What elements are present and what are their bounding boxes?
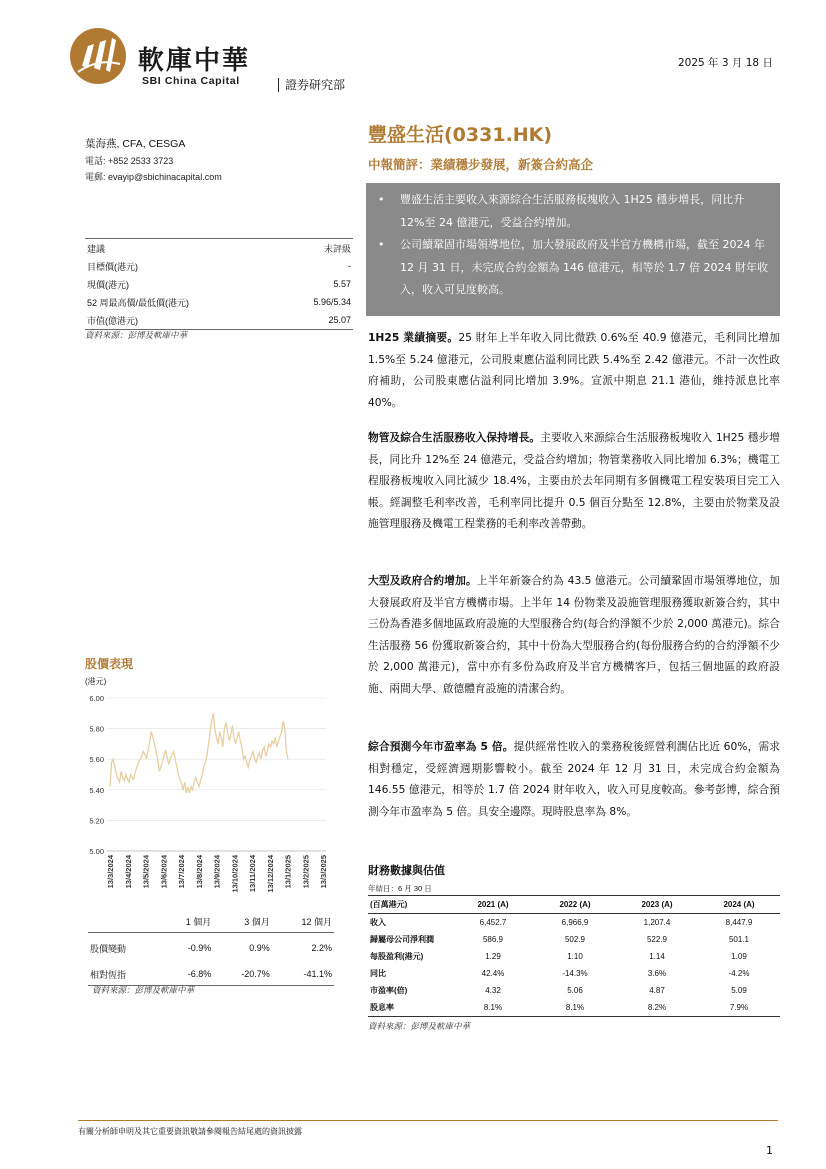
row-value: 8.1% bbox=[534, 999, 616, 1017]
row-label: 52 周最高價/最低價(港元) bbox=[87, 297, 190, 308]
summary-bullet: • 公司續鞏固市場領導地位，加大發展政府及半官方機構市場，截至 2024 年 12 月 31 日，未完成合約金額為 146 億港元，相等於 1.7 倍 2024 財年收入，收入可見度較高。 bbox=[400, 234, 768, 302]
table-row bbox=[85, 257, 353, 275]
row-value: 未評級 bbox=[278, 239, 353, 258]
row-label: 收入 bbox=[370, 918, 386, 927]
table-row bbox=[88, 959, 334, 986]
report-title: 豐盛生活(0331.HK) bbox=[368, 124, 553, 146]
column-header: (百萬港元) bbox=[368, 896, 452, 914]
table-row bbox=[85, 275, 353, 293]
row-value: 0.9% bbox=[249, 943, 270, 953]
y-tick-label: 5.20 bbox=[89, 816, 104, 826]
paragraph-valuation bbox=[368, 736, 780, 822]
y-tick-label: 6.00 bbox=[89, 694, 104, 703]
column-header: 2021 (A) bbox=[452, 896, 534, 914]
row-value: -14.3% bbox=[562, 969, 588, 978]
x-tick-label: 13/3/2025 bbox=[319, 855, 328, 889]
x-tick-label: 13/11/2024 bbox=[248, 855, 257, 893]
summary-bullet: • 豐盛生活主要收入來源綜合生活服務板塊收入 1H25 穩步增長，同比升 12%至 24 億港元，受益合約增加。 bbox=[400, 189, 768, 234]
column-header: 2023 (A) bbox=[616, 896, 698, 914]
analyst-name: 葉海燕, CFA, CESGA bbox=[85, 138, 186, 150]
row-value: 8.2% bbox=[616, 999, 698, 1017]
x-tick-label: 13/6/2024 bbox=[159, 855, 169, 889]
row-value: -0.9% bbox=[187, 943, 212, 953]
paragraph-text: 上半年新簽合約為 43.5 億港元。公司續鞏固市場領導地位，加大發展政府及半官方機構市場。上半年 14 份物業及設施管理服務獲取新簽合約，其中三份為香港多個地區政府設施的大型服務合約(每合約淨額不少於 2,000 萬港元)。綜合生活服務 56 份獲取新簽合約，其中十份為大型服務合約(每份服務合約的合約淨額不少於 2,000 萬港元)，當中亦有多份為政府及半官方機構客戶，包括三個地區的政府設施、兩間大學、啟德體育設施的清潔合約。 bbox=[368, 574, 780, 695]
row-value: 7.9% bbox=[698, 999, 780, 1017]
table-row bbox=[368, 931, 780, 948]
y-tick-label: 5.40 bbox=[89, 785, 104, 795]
row-value: 6,452.7 bbox=[479, 918, 507, 927]
row-value: 5.96/5.34 bbox=[313, 297, 351, 307]
x-tick-label: 13/4/2024 bbox=[123, 855, 133, 889]
row-value: -41.1% bbox=[272, 959, 334, 986]
financials-year-end: 年結日：6 月 30 日 bbox=[368, 884, 432, 893]
row-value: 1.14 bbox=[649, 952, 665, 961]
table-header-row bbox=[88, 910, 334, 933]
report-subtitle: 中報簡評：業績穩步發展，新簽合約高企 bbox=[368, 157, 594, 172]
y-tick-label: 5.60 bbox=[89, 755, 104, 765]
row-value: 4.87 bbox=[649, 986, 665, 995]
row-value: 4.32 bbox=[485, 986, 501, 995]
row-value: -20.7% bbox=[213, 959, 272, 986]
key-data-source: 資料來源：彭博及軟庫中華 bbox=[85, 331, 188, 341]
financials-title: 財務數據與估值 bbox=[368, 864, 445, 877]
row-label: 市值(億港元) bbox=[85, 311, 278, 330]
row-label: 股價變動 bbox=[90, 943, 127, 954]
row-value: -6.8% bbox=[160, 959, 213, 986]
price-series-line bbox=[110, 713, 288, 793]
sbi-logo-icon bbox=[70, 28, 126, 84]
paragraph-lead: 綜合預測今年市盈率為 5 倍。 bbox=[368, 740, 514, 753]
y-tick-label: 5.80 bbox=[89, 724, 104, 734]
stock-price-chart bbox=[80, 688, 335, 898]
row-value: 2.2% bbox=[311, 943, 332, 953]
paragraph-lead: 大型及政府合約增加。 bbox=[368, 574, 477, 587]
paragraph-contracts bbox=[368, 570, 780, 699]
row-value: 1.29 bbox=[485, 952, 501, 961]
row-label: 同比 bbox=[370, 969, 386, 978]
analyst-email: 電郵: evayip@sbichinacapital.com bbox=[85, 172, 222, 182]
row-label: 現價(港元) bbox=[87, 279, 129, 290]
chart-unit-label: (港元) bbox=[85, 677, 107, 686]
row-value: 5.57 bbox=[333, 279, 351, 289]
row-label: 歸屬母公司淨利潤 bbox=[370, 935, 434, 944]
column-header bbox=[88, 910, 160, 933]
performance-table bbox=[88, 910, 334, 986]
table-header-row bbox=[368, 896, 780, 914]
row-value: 42.4% bbox=[481, 969, 505, 978]
table-row bbox=[85, 239, 353, 258]
brand-name-cn: 軟庫中華 bbox=[138, 46, 251, 76]
row-value: 8.1% bbox=[452, 999, 534, 1017]
paragraph-text: 主要收入來源綜合生活服務板塊收入 1H25 穩步增長，同比升 12%至 24 億港元，受益合約增加；物管業務收入同比增加 6.3%；機電工程服務板塊收入同比減少 18.4%，主要由於去年同期有多個機電工程安裝項目完工入帳。經調整毛利率改善，毛利率同比提升 0.5 個百分點至 12.8%，主要由於物業及設施管理服務及機電工程業務的毛利率改善帶動。 bbox=[368, 431, 780, 530]
column-header: 1 個月 bbox=[160, 910, 213, 933]
table-row bbox=[85, 293, 353, 311]
row-value: 522.9 bbox=[646, 935, 668, 944]
row-value: - bbox=[348, 261, 351, 271]
key-data-table bbox=[85, 238, 353, 330]
column-header: 12 個月 bbox=[272, 910, 334, 933]
row-value: 1.10 bbox=[567, 952, 583, 961]
x-tick-label: 13/8/2024 bbox=[194, 855, 204, 889]
row-value: 1,207.4 bbox=[643, 918, 671, 927]
footer-disclaimer: 有關分析師申明及其它重要資訊敬請參閱報告結尾處的資訊披露 bbox=[78, 1127, 302, 1136]
paragraph-lead: 物管及綜合生活服務收入保持增長。 bbox=[368, 431, 541, 444]
row-label: 每股盈利(港元) bbox=[370, 952, 424, 961]
page-number: 1 bbox=[766, 1144, 773, 1157]
column-header: 2022 (A) bbox=[534, 896, 616, 914]
table-row bbox=[88, 933, 334, 960]
row-value: 3.6% bbox=[647, 969, 667, 978]
paragraph-text: 25 財年上半年收入同比微跌 0.6%至 40.9 億港元，毛利同比增加 1.5%至 5.24 億港元，公司股東應佔溢利同比跌 5.4%至 2.42 億港元。不計一次性政府補助，公司股東應佔溢利同比增加 3.9%。宣派中期息 21.1 港仙，維持派息比率 40%。 bbox=[368, 331, 781, 409]
perf-source: 資料來源：彭博及軟庫中華 bbox=[92, 986, 195, 996]
row-value: 501.1 bbox=[728, 935, 750, 944]
row-value: 6,966.9 bbox=[561, 918, 589, 927]
analyst-phone: 電話: +852 2533 3723 bbox=[85, 156, 174, 166]
department-label: 證券研究部 bbox=[278, 78, 345, 92]
x-tick-label: 13/3/2024 bbox=[106, 855, 115, 889]
x-tick-label: 13/9/2024 bbox=[212, 855, 222, 889]
row-label: 市盈率(倍) bbox=[370, 986, 408, 995]
column-header: 2024 (A) bbox=[698, 896, 780, 914]
row-value: 502.9 bbox=[564, 935, 586, 944]
row-label: 建議 bbox=[85, 239, 278, 258]
y-tick-label: 5.00 bbox=[89, 847, 104, 856]
brand-name-en: SBI China Capital bbox=[142, 75, 240, 87]
paragraph-text: 提供經常性收入的業務稅後經營利潤佔比近 60%，需求相對穩定，受經濟週期影響較小。截至 2024 年 12 月 31 日，未完成合約金額為 146.55 億港元，相等於 1.7 倍 2024 財年收入，收入可見度較高。參考彭博，綜合預測今年市盈率為 5 倍。具安全邊際。現時股息率為 8%。 bbox=[368, 740, 780, 818]
row-value: -4.2% bbox=[728, 969, 750, 978]
x-tick-label: 13/12/2024 bbox=[265, 855, 275, 893]
paragraph-services bbox=[368, 427, 780, 535]
row-value: 5.06 bbox=[567, 986, 583, 995]
row-label: 相對恆指 bbox=[88, 959, 160, 986]
footer-divider bbox=[78, 1120, 778, 1121]
paragraph-results bbox=[368, 327, 780, 413]
column-header: 3 個月 bbox=[213, 910, 272, 933]
row-value: 586.9 bbox=[482, 935, 504, 944]
table-row bbox=[368, 948, 780, 965]
x-tick-label: 13/1/2025 bbox=[283, 855, 293, 889]
row-value: 5.09 bbox=[731, 986, 747, 995]
summary-list bbox=[366, 183, 780, 302]
row-value: 1.09 bbox=[731, 952, 747, 961]
summary-box bbox=[366, 183, 780, 316]
x-tick-label: 13/10/2024 bbox=[230, 855, 240, 893]
x-tick-label: 13/5/2024 bbox=[141, 855, 151, 889]
financials-source: 資料來源：彭博及軟庫中華 bbox=[368, 1022, 471, 1032]
table-row bbox=[368, 982, 780, 999]
report-date: 2025 年 3 月 18 日 bbox=[678, 57, 773, 69]
x-tick-label: 13/7/2024 bbox=[177, 855, 186, 889]
row-label: 目標價(港元) bbox=[87, 261, 138, 272]
stock-performance-title: 股價表現 bbox=[85, 657, 134, 671]
paragraph-lead: 1H25 業績摘要。 bbox=[368, 331, 459, 344]
table-row bbox=[85, 311, 353, 330]
table-row bbox=[368, 999, 780, 1017]
x-tick-label: 13/2/2025 bbox=[301, 855, 311, 889]
table-row bbox=[368, 914, 780, 932]
financials-table bbox=[368, 895, 780, 1017]
row-value: 25.07 bbox=[278, 311, 353, 330]
row-value: 8,447.9 bbox=[725, 918, 753, 927]
table-row bbox=[368, 965, 780, 982]
row-label: 股息率 bbox=[368, 999, 452, 1017]
